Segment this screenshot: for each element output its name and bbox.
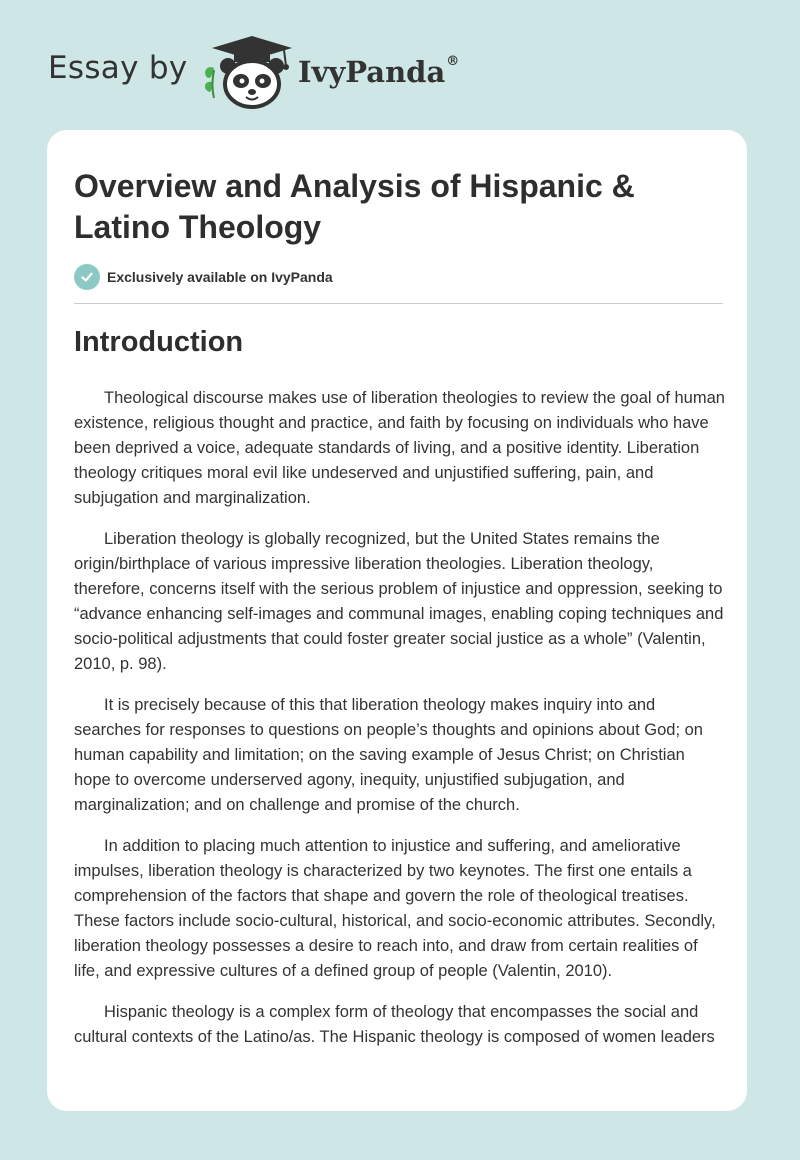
section-heading: Introduction [74,326,244,358]
article-body [74,386,726,1066]
panda-graduate-logo-icon[interactable] [200,34,296,110]
article-card [47,130,747,1111]
paragraph: It is precisely because of this that liberation theology makes inquiry into and searches for responses to questions on people’s thoughts and opinions about God; on human capability and limitation; on the saving example of Jesus Christ; on Christian hope to overcome underserved agony, inequity, unjustified subjugation, and marginalization; and on challenge and promise of the church. [74,696,703,814]
site-header [48,30,548,110]
paragraph: Theological discourse makes use of liberation theologies to review the goal of human existence, religious thought and practice, and faith by focusing on individuals who have been deprived a voice, adequate standards of living, and a positive identity. Liberation theology critiques moral evil like undeserved and unjustified suffering, pain, and subjugation and marginalization. [74,389,725,507]
badge-label: Exclusively available on IvyPanda [107,269,333,285]
article-title: Overview and Analysis of Hispanic & Latino Theology [74,168,635,245]
paragraph: In addition to placing much attention to injustice and suffering, and ameliorative impulses, liberation theology is characterized by two keynotes. The first one entails a comprehension of the factors that shape and govern the role of theological treatises. These factors include socio-cultural, historical, and socio-economic attributes. Secondly, liberation theology possesses a desire to reach into, and draw from certain realities of life, and expressive cultures of a defined group of people (Valentin, 2010). [74,837,716,980]
exclusive-badge [74,264,333,290]
brand-name[interactable] [298,55,459,89]
divider [74,303,723,304]
brand-label: IvyPanda [298,55,446,89]
paragraph: Hispanic theology is a complex form of theology that encompasses the social and cultural contexts of the Latino/as. The Hispanic theology is composed of women leaders [74,1003,715,1046]
essay-by-label: Essay by [48,50,188,86]
paragraph: Liberation theology is globally recognized, but the United States remains the origin/birthplace of various impressive liberation theologies. Liberation theology, therefore, concerns itself with the serious problem of injustice and oppression, seeking to “advance enhancing self-images and communal images, enabling coping techniques and socio-political adjustments that could foster greater social justice as a whole” (Valentin, 2010, p. 98). [74,530,724,673]
registered-mark: ® [446,54,460,70]
check-circle-icon [74,264,100,290]
